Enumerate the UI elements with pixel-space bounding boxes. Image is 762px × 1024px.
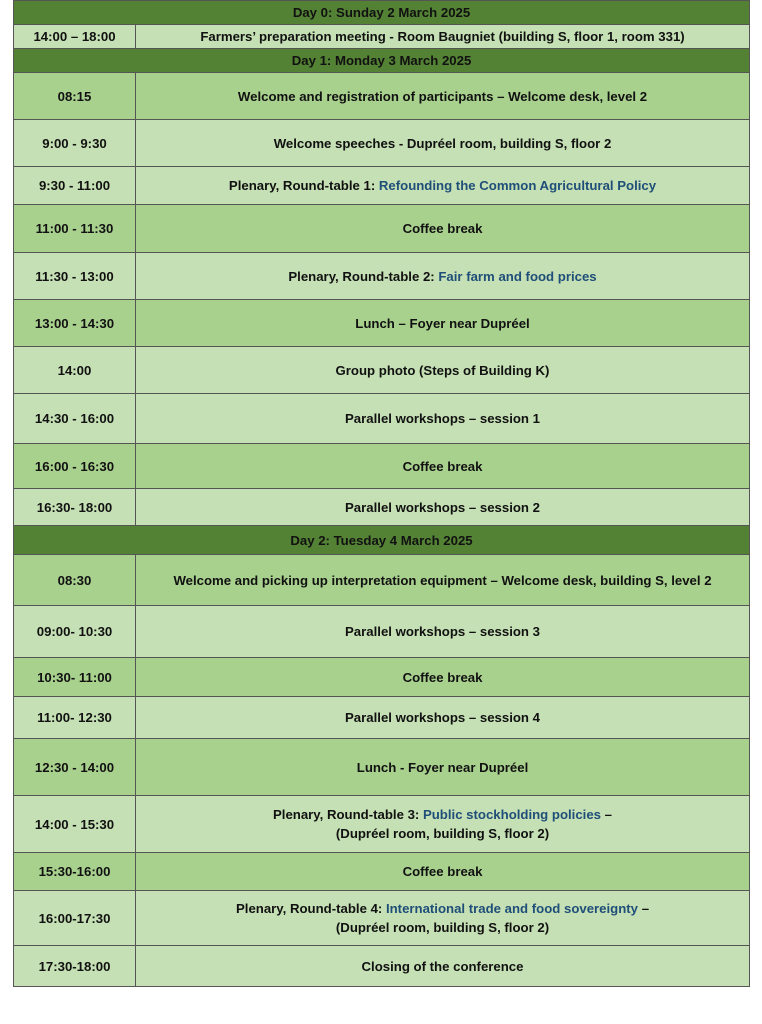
table-row	[14, 555, 750, 606]
table-row	[14, 120, 750, 167]
session-location: (Dupréel room, building S, floor 2)	[335, 920, 550, 935]
session-cell	[136, 891, 750, 946]
session-text-suffix: –	[638, 901, 650, 916]
day-2-header: Day 2: Tuesday 4 March 2025	[14, 526, 750, 555]
time-cell: 11:00- 12:30	[14, 697, 136, 739]
table-row	[14, 697, 750, 739]
table-row	[14, 796, 750, 853]
session-text: Plenary, Round-table 2:	[288, 268, 439, 284]
day-header-row	[14, 49, 750, 73]
time-cell: 9:00 - 9:30	[14, 120, 136, 167]
table-row	[14, 946, 750, 987]
table-row	[14, 347, 750, 394]
session-cell: Parallel workshops – session 3	[136, 606, 750, 658]
session-text: Plenary, Round-table 1:	[228, 178, 379, 193]
time-cell: 17:30-18:00	[14, 946, 136, 987]
session-cell: Parallel workshops – session 4	[136, 697, 750, 739]
time-cell: 14:30 - 16:00	[14, 394, 136, 444]
time-cell: 14:00 - 15:30	[14, 796, 136, 853]
session-cell: Parallel workshops – session 2	[136, 489, 750, 526]
session-cell: Farmers’ preparation meeting - Room Baugniet (building S, floor 1, room 331)	[136, 25, 750, 49]
session-cell: Coffee break	[136, 658, 750, 697]
table-row	[14, 444, 750, 489]
round-table-3-title: Public stockholding policies	[422, 807, 602, 822]
session-cell: Parallel workshops – session 1	[136, 394, 750, 444]
session-cell: Closing of the conference	[136, 946, 750, 987]
table-row	[14, 167, 750, 205]
time-cell: 14:00 – 18:00	[14, 25, 136, 49]
time-cell: 09:00- 10:30	[14, 606, 136, 658]
table-row	[14, 25, 750, 49]
session-cell	[136, 253, 750, 300]
session-cell: Coffee break	[136, 205, 750, 253]
session-text: Plenary, Round-table 3:	[272, 807, 423, 822]
time-cell: 16:00-17:30	[14, 891, 136, 946]
session-cell	[136, 167, 750, 205]
time-cell: 14:00	[14, 347, 136, 394]
table-row	[14, 300, 750, 347]
session-cell: Welcome and picking up interpretation equipment – Welcome desk, building S, level 2	[136, 555, 750, 606]
time-cell: 11:00 - 11:30	[14, 205, 136, 253]
day-0-header: Day 0: Sunday 2 March 2025	[14, 1, 750, 25]
round-table-2-title: Fair farm and food prices	[438, 268, 597, 284]
table-row	[14, 253, 750, 300]
time-cell: 16:30- 18:00	[14, 489, 136, 526]
time-cell: 10:30- 11:00	[14, 658, 136, 697]
time-cell: 11:30 - 13:00	[14, 253, 136, 300]
session-cell: Lunch – Foyer near Dupréel	[136, 300, 750, 347]
table-row	[14, 606, 750, 658]
table-row	[14, 394, 750, 444]
session-cell: Welcome speeches - Dupréel room, building S, floor 2	[136, 120, 750, 167]
time-cell: 13:00 - 14:30	[14, 300, 136, 347]
table-row	[14, 739, 750, 796]
session-cell	[136, 796, 750, 853]
time-cell: 15:30-16:00	[14, 853, 136, 891]
session-cell: Welcome and registration of participants – Welcome desk, level 2	[136, 73, 750, 120]
day-1-header: Day 1: Monday 3 March 2025	[14, 49, 750, 73]
programme-table	[13, 0, 750, 987]
session-cell: Coffee break	[136, 853, 750, 891]
table-row	[14, 853, 750, 891]
day-header-row	[14, 526, 750, 555]
table-row	[14, 891, 750, 946]
session-cell: Group photo (Steps of Building K)	[136, 347, 750, 394]
day-header-row	[14, 1, 750, 25]
session-cell: Lunch - Foyer near Dupréel	[136, 739, 750, 796]
time-cell: 16:00 - 16:30	[14, 444, 136, 489]
time-cell: 12:30 - 14:00	[14, 739, 136, 796]
time-cell: 9:30 - 11:00	[14, 167, 136, 205]
session-text-suffix: –	[601, 807, 613, 822]
table-row	[14, 489, 750, 526]
table-row	[14, 205, 750, 253]
time-cell: 08:30	[14, 555, 136, 606]
table-row	[14, 658, 750, 697]
session-location: (Dupréel room, building S, floor 2)	[335, 826, 550, 841]
session-text: Plenary, Round-table 4:	[235, 901, 386, 916]
table-row	[14, 73, 750, 120]
round-table-4-title: International trade and food sovereignty	[385, 901, 639, 916]
session-cell: Coffee break	[136, 444, 750, 489]
round-table-1-title: Refounding the Common Agricultural Policy	[378, 178, 657, 193]
time-cell: 08:15	[14, 73, 136, 120]
